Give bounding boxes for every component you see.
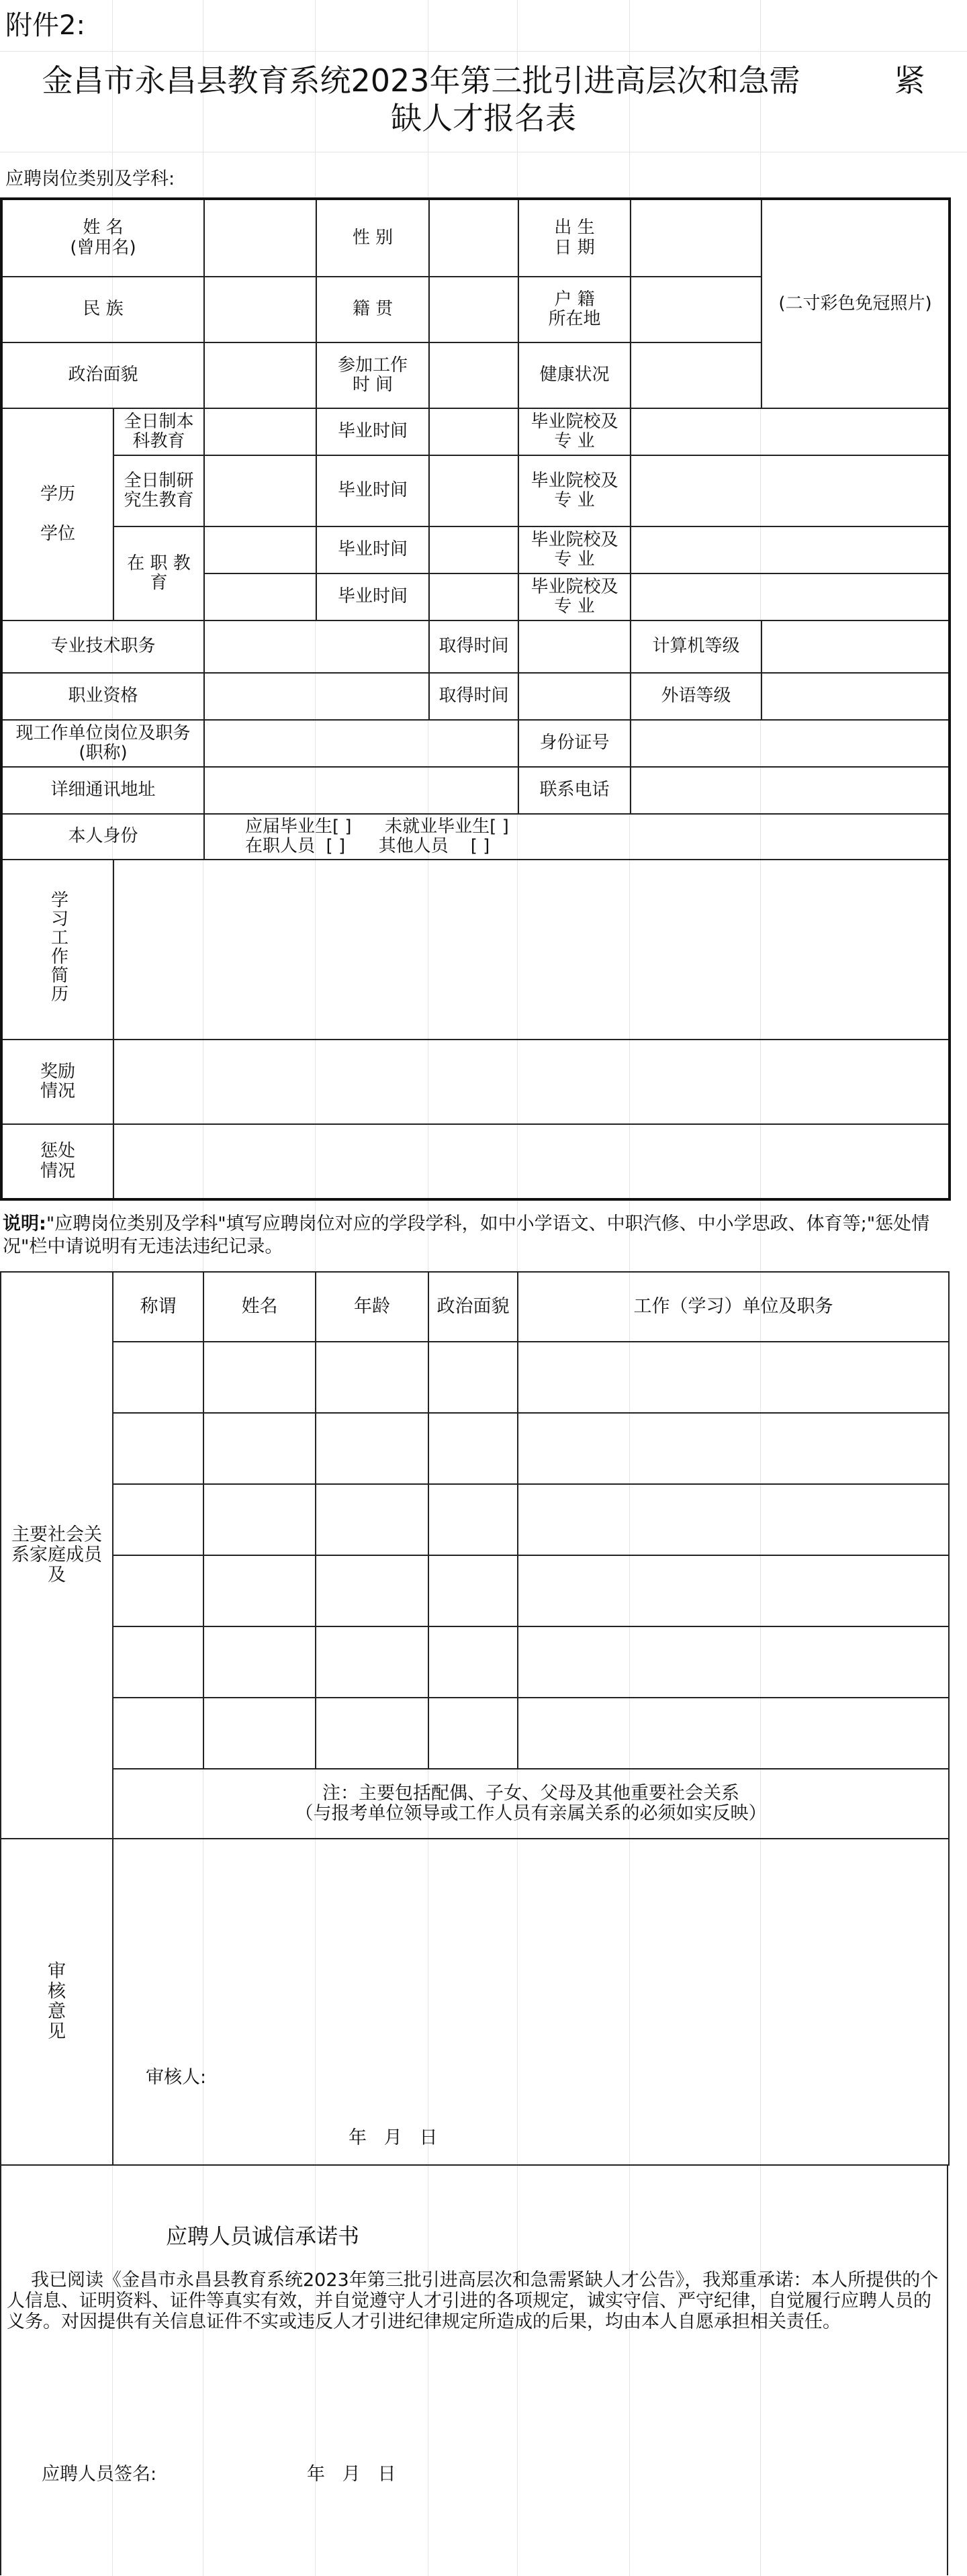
health-label: 健康状况	[518, 342, 631, 408]
title-line-2: 缺人才报名表	[391, 100, 576, 136]
political-field[interactable]	[204, 342, 316, 408]
work-start-field[interactable]	[429, 342, 518, 408]
family-cell[interactable]	[113, 1626, 203, 1698]
computer-field[interactable]	[762, 620, 950, 673]
computer-label: 计算机等级	[631, 620, 762, 673]
family-cell[interactable]	[316, 1413, 428, 1484]
grad-time-label: 毕业时间	[316, 455, 429, 526]
table-row	[1, 1484, 949, 1555]
table-row	[1, 1698, 949, 1769]
signature-date: 年 月 日	[307, 2464, 396, 2485]
gender-field[interactable]	[429, 199, 518, 277]
grad-time-label: 毕业时间	[316, 526, 429, 573]
name-field[interactable]	[204, 199, 316, 277]
phone-field[interactable]	[631, 767, 950, 814]
bachelor-school-field[interactable]	[631, 408, 950, 455]
job-category-label: 应聘岗位类别及学科:	[5, 169, 175, 189]
family-cell[interactable]	[316, 1626, 428, 1698]
awards-label: 奖励情况	[1, 1040, 113, 1124]
education-degree-label: 学历 学位	[1, 408, 113, 620]
grad-degree-field[interactable]	[204, 455, 316, 526]
family-cell[interactable]	[518, 1484, 949, 1555]
phone-label: 联系电话	[518, 767, 631, 814]
inservice-school-field-2[interactable]	[631, 573, 950, 620]
grad-school-label: 毕业院校及 专 业	[518, 408, 631, 455]
family-cell[interactable]	[203, 1626, 316, 1698]
family-cell[interactable]	[428, 1555, 518, 1626]
identity-option-row-1[interactable]: 应届毕业生[ ] 未就业毕业生[ ]	[245, 816, 509, 837]
inservice-label: 在 职 教 育	[113, 526, 204, 620]
header-work-unit: 工作（学习）单位及职务	[518, 1272, 949, 1342]
family-cell[interactable]	[518, 1342, 949, 1413]
prof-title-label: 专业技术职务	[1, 620, 204, 673]
family-cell[interactable]	[316, 1555, 428, 1626]
gender-label: 性 别	[316, 199, 429, 277]
pledge-title: 应聘人员诚信承诺书	[166, 2223, 360, 2249]
grad-time-label: 毕业时间	[316, 573, 429, 620]
foreign-lang-field[interactable]	[762, 673, 950, 720]
address-field[interactable]	[204, 767, 518, 814]
health-field[interactable]	[631, 342, 762, 408]
family-cell[interactable]	[113, 1698, 203, 1769]
inservice-school-field-1[interactable]	[631, 526, 950, 573]
ethnic-field[interactable]	[204, 277, 316, 342]
punish-field[interactable]	[113, 1124, 950, 1199]
grad-school-label: 毕业院校及 专 业	[518, 526, 631, 573]
grad-grad-time-field[interactable]	[429, 455, 518, 526]
work-start-label: 参加工作 时 间	[316, 342, 429, 408]
family-cell[interactable]	[113, 1413, 203, 1484]
current-job-label: 现工作单位岗位及职务 (职称)	[1, 720, 204, 767]
family-cell[interactable]	[518, 1555, 949, 1626]
qualification-label: 职业资格	[1, 673, 204, 720]
family-cell[interactable]	[428, 1413, 518, 1484]
signature-label: 应聘人员签名:	[42, 2464, 157, 2485]
family-section-label: 主要社会关系家庭成员及	[1, 1272, 113, 1839]
bachelor-degree-field[interactable]	[204, 408, 316, 455]
family-cell[interactable]	[316, 1484, 428, 1555]
family-cell[interactable]	[518, 1413, 949, 1484]
hukou-label: 户 籍 所在地	[518, 277, 631, 342]
table-row	[1, 1413, 949, 1484]
inservice-grad-time-field-1[interactable]	[429, 526, 518, 573]
prof-title-time-field[interactable]	[518, 620, 631, 673]
qualification-time-field[interactable]	[518, 673, 631, 720]
family-cell[interactable]	[113, 1484, 203, 1555]
hukou-field[interactable]	[631, 277, 762, 342]
title-line-1: 金昌市永昌县教育系统2023年第三批引进高层次和急需	[42, 62, 800, 99]
family-cell[interactable]	[203, 1698, 316, 1769]
awards-field[interactable]	[113, 1040, 950, 1124]
family-cell[interactable]	[518, 1626, 949, 1698]
obtain-time-label: 取得时间	[429, 620, 518, 673]
name-label: 姓 名 (曾用名)	[1, 199, 204, 277]
family-note: 注：主要包括配偶、子女、父母及其他重要社会关系 （与报考单位领导或工作人员有亲属关系的必须如实反映）	[113, 1769, 949, 1839]
address-label: 详细通讯地址	[1, 767, 204, 814]
birth-field[interactable]	[631, 199, 762, 277]
prof-title-field[interactable]	[204, 620, 429, 673]
family-cell[interactable]	[316, 1698, 428, 1769]
id-number-field[interactable]	[631, 720, 950, 767]
ethnic-label: 民 族	[1, 277, 204, 342]
family-cell[interactable]	[428, 1484, 518, 1555]
identity-label: 本人身份	[1, 814, 204, 860]
family-cell[interactable]	[428, 1342, 518, 1413]
table-row	[1, 1626, 949, 1698]
grad-school-label: 毕业院校及 专 业	[518, 573, 631, 620]
header-name: 姓名	[203, 1272, 316, 1342]
identity-options[interactable]	[204, 814, 950, 860]
family-cell[interactable]	[203, 1555, 316, 1626]
reviewer-label: 审核人:	[146, 2067, 207, 2088]
family-cell[interactable]	[203, 1484, 316, 1555]
family-cell[interactable]	[113, 1555, 203, 1626]
photo-box[interactable]: (二寸彩色免冠照片)	[762, 199, 950, 408]
header-political: 政治面貌	[428, 1272, 518, 1342]
note-label: 说明:	[3, 1213, 46, 1234]
native-field[interactable]	[429, 277, 518, 342]
family-cell[interactable]	[113, 1342, 203, 1413]
family-table	[0, 1271, 950, 2166]
fulltime-bachelor-label: 全日制本科教育	[113, 408, 204, 455]
grad-school-label: 毕业院校及 专 业	[518, 455, 631, 526]
family-cell[interactable]	[518, 1698, 949, 1769]
application-table	[0, 197, 951, 1201]
family-cell[interactable]	[203, 1342, 316, 1413]
page-title	[0, 62, 967, 137]
table-row	[1, 1555, 949, 1626]
current-job-field[interactable]	[204, 720, 518, 767]
resume-label: 学习工作简历	[1, 860, 113, 1040]
note-text: "应聘岗位类别及学科"填写应聘岗位对应的学段学科，如中小学语文、中职汽修、中小学思政、体育等;"惩处情况"栏中请说明有无违法违纪记录。	[3, 1213, 930, 1257]
header-title: 称谓	[113, 1272, 203, 1342]
qualification-field[interactable]	[204, 673, 429, 720]
family-cell[interactable]	[203, 1413, 316, 1484]
review-field[interactable]	[113, 1839, 949, 2165]
inservice-degree-field-1[interactable]	[204, 526, 316, 573]
bachelor-grad-time-field[interactable]	[429, 408, 518, 455]
native-label: 籍 贯	[316, 277, 429, 342]
pledge-text: 我已阅读《金昌市永昌县教育系统2023年第三批引进高层次和急需紧缺人才公告》，我郑重承诺：本人所提供的个人信息、证明资料、证件等真实有效，并自觉遵守人才引进的各项规定，诚实守信、严守纪律，自觉履行应聘人员的义务。对因提供有关信息证件不实或违反人才引进纪律规定所造成的后果，均由本人自愿承担相关责任。	[7, 2270, 939, 2332]
table-row	[1, 1342, 949, 1413]
integrity-pledge	[0, 2164, 948, 2575]
identity-option-row-2[interactable]: 在职人员 [ ] 其他人员 [ ]	[245, 836, 490, 856]
resume-field[interactable]	[113, 860, 950, 1040]
obtain-time-label: 取得时间	[429, 673, 518, 720]
attachment-label: 附件2:	[5, 10, 85, 41]
family-cell[interactable]	[428, 1698, 518, 1769]
family-cell[interactable]	[428, 1626, 518, 1698]
punish-label: 惩处情况	[1, 1124, 113, 1199]
review-date: 年 月 日	[349, 2127, 438, 2148]
review-label: 审核意见	[1, 1839, 113, 2165]
instructions-note	[3, 1213, 950, 1258]
birth-label: 出 生 日 期	[518, 199, 631, 277]
fulltime-grad-label: 全日制研究生教育	[113, 455, 204, 526]
foreign-lang-label: 外语等级	[631, 673, 762, 720]
family-cell[interactable]	[316, 1342, 428, 1413]
title-line-1-tail: 紧	[894, 62, 925, 99]
grad-time-label: 毕业时间	[316, 408, 429, 455]
inservice-degree-field-2[interactable]	[204, 573, 316, 620]
inservice-grad-time-field-2[interactable]	[429, 573, 518, 620]
id-number-label: 身份证号	[518, 720, 631, 767]
header-age: 年龄	[316, 1272, 428, 1342]
political-label: 政治面貌	[1, 342, 204, 408]
grad-school-field[interactable]	[631, 455, 950, 526]
